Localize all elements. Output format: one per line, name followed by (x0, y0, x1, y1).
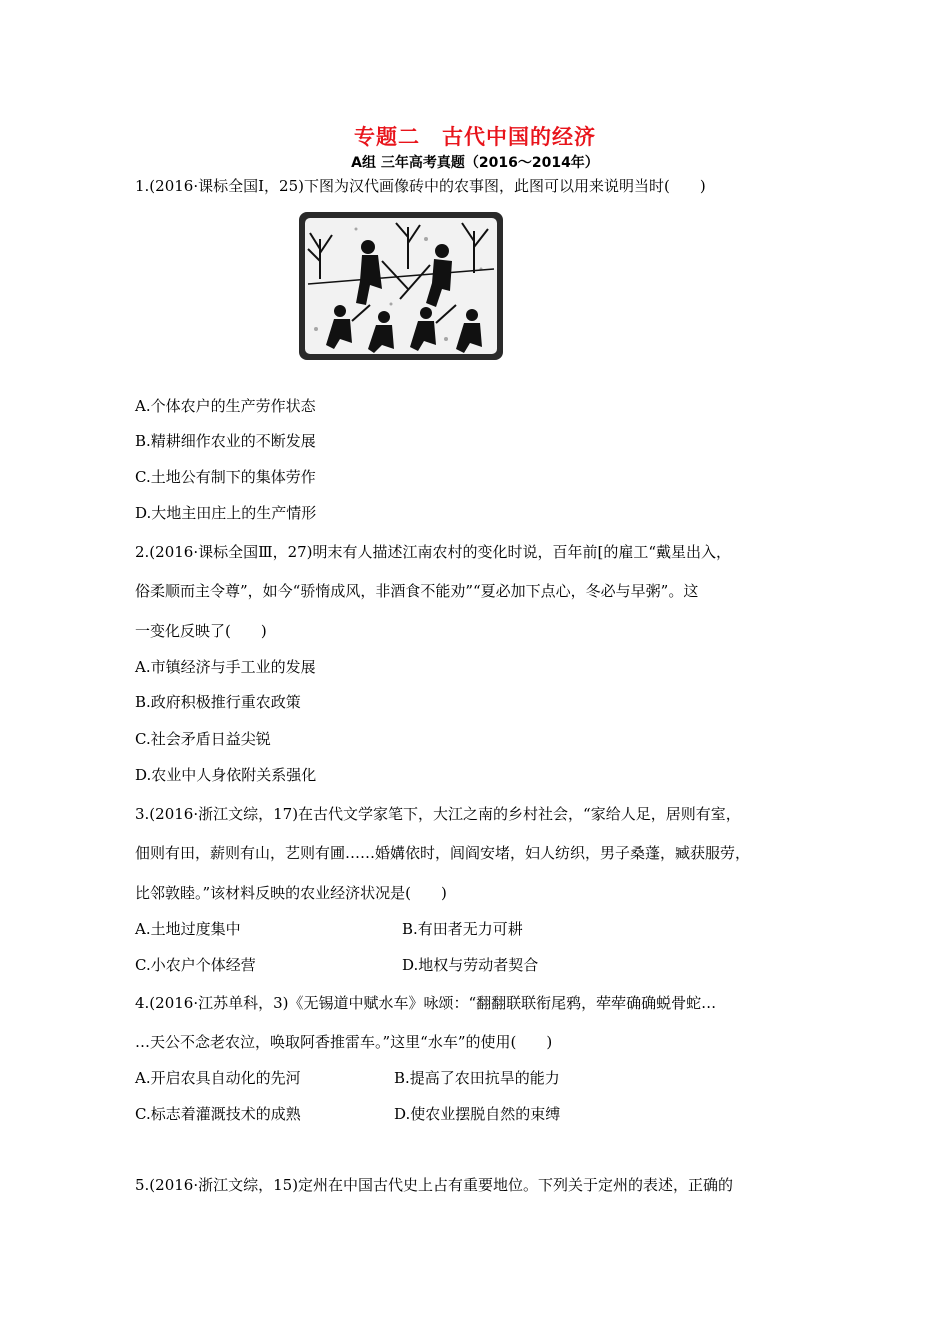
question-2-option-b: B.政府积极推行重农政策 (135, 693, 301, 711)
question-4-stem-line-2: …天公不念老农泣，唤取阿香推雷车。”这里“水车”的使用( ) (135, 1033, 553, 1051)
question-3-option-c: C.小农户个体经营 (135, 956, 256, 974)
question-3-stem-line-2: 佃则有田，薪则有山，艺则有圃……婚媾依时，闾阎安堵，妇人纺织，男子桑蓬，臧获服劳， (135, 844, 751, 862)
question-4-option-d: D.使农业摆脱自然的束缚 (394, 1105, 561, 1123)
question-3-option-d: D.地权与劳动者契合 (402, 956, 539, 974)
question-5-stem-line-1: 5.(2016·浙江文综，15)定州在中国古代史上占有重要地位。下列关于定州的表述，正确的 (135, 1176, 734, 1194)
question-3-option-b: B.有田者无力可耕 (402, 920, 523, 938)
question-1-option-c: C.土地公有制下的集体劳作 (135, 468, 316, 486)
question-4-option-b: B.提高了农田抗旱的能力 (394, 1069, 560, 1087)
question-3-stem-line-3: 比邻敦睦。”该材料反映的农业经济状况是( ) (135, 884, 447, 902)
question-3-option-a: A.土地过度集中 (135, 920, 241, 938)
question-1-stem: 1.(2016·课标全国Ⅰ，25)下图为汉代画像砖中的农事图，此图可以用来说明当时( ) (135, 177, 706, 195)
question-2-stem-line-1: 2.(2016·课标全国Ⅲ，27)明末有人描述江南农村的变化时说，百年前[的雇工“戴星出入， (135, 543, 732, 561)
question-2-stem-line-3: 一变化反映了( ) (135, 622, 267, 640)
question-2-stem-line-2: 俗柔顺而主令尊”，如今“骄惰成风，非酒食不能劝”“夏必加下点心，冬必与早粥”。这 (135, 582, 699, 600)
question-3-stem-line-1: 3.(2016·浙江文综，17)在古代文学家笔下，大江之南的乡村社会，“家给人足，居则有室， (135, 805, 741, 823)
question-1-option-a: A.个体农户的生产劳作状态 (135, 397, 316, 415)
section-subtitle: A组 三年高考真题（2016～2014年） (351, 155, 599, 171)
question-2-option-c: C.社会矛盾日益尖锐 (135, 730, 271, 748)
question-4-option-a: A.开启农具自动化的先河 (135, 1069, 301, 1087)
han-brick-farming-illustration (296, 209, 506, 363)
question-4-stem-line-1: 4.(2016·江苏单科，3)《无锡道中赋水车》咏颂：“翻翻联联衔尾鸦，荦荦确确蜕骨蛇… (135, 994, 717, 1012)
page-title: 专题二 古代中国的经济 (354, 125, 596, 149)
question-1-option-b: B.精耕细作农业的不断发展 (135, 432, 316, 450)
question-2-option-a: A.市镇经济与手工业的发展 (135, 658, 316, 676)
question-4-option-c: C.标志着灌溉技术的成熟 (135, 1105, 301, 1123)
question-2-option-d: D.农业中人身依附关系强化 (135, 766, 317, 784)
question-1-option-d: D.大地主田庄上的生产情形 (135, 504, 317, 522)
